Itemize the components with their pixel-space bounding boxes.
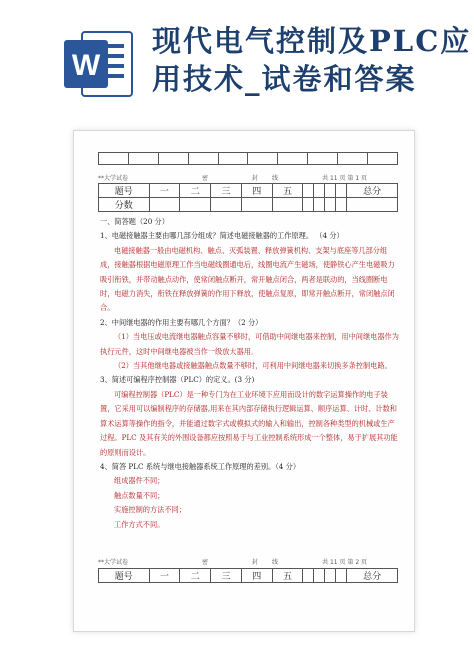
score-header: 三: [211, 569, 242, 583]
score-header: 总分: [347, 184, 398, 198]
section-heading: 一、简答题（20 分）: [100, 217, 169, 226]
seal-mi: 密: [202, 175, 209, 182]
score-table-bottom: [98, 568, 398, 583]
score-header: 五: [272, 184, 303, 198]
score-header: 一: [149, 569, 180, 583]
score-header: [314, 184, 325, 198]
score-header: [325, 184, 336, 198]
score-cell: [336, 198, 347, 212]
answer-4-item: 实施控制的方法不同；: [114, 505, 186, 515]
seal-xian: 线: [272, 175, 279, 182]
grid-cell: [218, 153, 248, 165]
question-3: 3、简述可编程序控制器（PLC）的定义。(3 分): [100, 375, 255, 385]
score-header: 四: [241, 184, 272, 198]
seal-feng: 封: [252, 175, 259, 182]
score-header-row: [99, 184, 398, 198]
score-table: [98, 183, 398, 212]
score-row-label: 分数: [99, 198, 150, 212]
score-header: [303, 569, 314, 583]
seal-line-top: [98, 173, 367, 182]
answer-4-item: 工作方式不同。: [114, 519, 165, 529]
score-header: 题号: [99, 184, 150, 198]
seal-mi: 密: [202, 559, 209, 566]
score-header: [336, 569, 347, 583]
answer-2-part-1: （1）当电压或电流继电器触点容量不够时，可借助中间继电器来控制，用中间继电器作为执行元件，这时中间继电器被当作一级放大器用．: [100, 332, 399, 356]
grid-cell: [248, 153, 278, 165]
school-label: **大学试卷: [98, 175, 129, 182]
score-value-row: [99, 198, 398, 212]
question-4: 4、简答 PLC 系统与继电接触器系统工作原理的差别。（4 分）: [100, 461, 301, 471]
header-grid: [98, 152, 398, 165]
seal-feng: 封: [252, 559, 259, 566]
score-cell: [211, 198, 242, 212]
seal-xian: 线: [272, 559, 279, 566]
score-cell: [303, 198, 314, 212]
grid-cell: [338, 153, 368, 165]
score-cell: [149, 198, 180, 212]
school-label: **大学试卷: [98, 559, 129, 566]
score-cell: [347, 198, 398, 212]
score-header: 题号: [99, 569, 150, 583]
exam-paper: [73, 130, 415, 632]
answer-3: 可编程控制器（PLC）是一种专门为在工业环境下应用而设计的数字运算操作的电子装置，它采用可以编制程序的存储器,用来在其内部存储执行逻辑运算、顺序运算、计时、计数和算术运算等操作的指令，并能通过数字式或模拟式的输入和输出，控制各种类型的机械或生产过程。PLC 及其有关的外围设备都应按照易于与工业控制系统形成一个整体，易于扩展其功能的原则而设计。: [100, 389, 398, 457]
answer-2-part-2: （2）当其他继电器或接触器触点数量不够时，可利用中间继电器来切换多条控制电路。: [114, 361, 392, 371]
score-header: [325, 569, 336, 583]
score-header: 五: [272, 569, 303, 583]
grid-cell: [308, 153, 338, 165]
grid-cell: [128, 153, 158, 165]
score-cell: [325, 198, 336, 212]
grid-cell: [368, 153, 398, 165]
answer-4-item: 组成器件不同；: [114, 476, 165, 486]
seal-line-bottom: [98, 557, 367, 566]
score-cell: [314, 198, 325, 212]
exam-content: [100, 215, 400, 532]
score-header: 一: [149, 184, 180, 198]
grid-cell: [188, 153, 218, 165]
document-header: [0, 0, 474, 150]
score-header: 二: [180, 569, 211, 583]
page-count: 共 11 页 第 2 页: [322, 559, 368, 566]
grid-cell: [99, 153, 129, 165]
score-header: 总分: [347, 569, 398, 583]
answer-1: 电磁接触器一般由电磁机构、触点、灭弧装置、释放弹簧机构、支架与底座等几部分组成，接触器根据电磁原理工作当电磁线圈通电后，线圈电流产生磁场，使静铁心产生电磁吸力吸引衔铁，并带动触点动作，使常闭触点断开，常开触点闭合，两者是联动的，当线圈断电时，电磁力消失，衔铁在释放弹簧的作用下释放，使触点复原，即常开触点断开，常闭触点闭合。: [100, 245, 395, 313]
score-cell: [180, 198, 211, 212]
score-header: 四: [241, 569, 272, 583]
score-cell: [272, 198, 303, 212]
question-1: 1、电磁接触器主要由哪几部分组成？简述电磁接触器的工作原理。 （4 分）: [100, 231, 344, 241]
word-doc-icon: [60, 26, 136, 102]
grid-cell: [278, 153, 308, 165]
page-count: 共 11 页 第 1 页: [322, 175, 368, 182]
document-title: 现代电气控制及PLC应用技术_试卷和答案: [152, 24, 472, 96]
score-header: 三: [211, 184, 242, 198]
score-header: [314, 569, 325, 583]
score-header: 二: [180, 184, 211, 198]
score-header-row: [99, 569, 398, 583]
svg-text:W: W: [71, 49, 101, 82]
question-2: 2、中间继电器的作用主要有哪几个方面？（2 分）: [100, 317, 263, 327]
score-header: [303, 184, 314, 198]
grid-cell: [158, 153, 188, 165]
answer-4-item: 触点数量不同；: [114, 490, 165, 500]
score-header: [336, 184, 347, 198]
score-cell: [241, 198, 272, 212]
